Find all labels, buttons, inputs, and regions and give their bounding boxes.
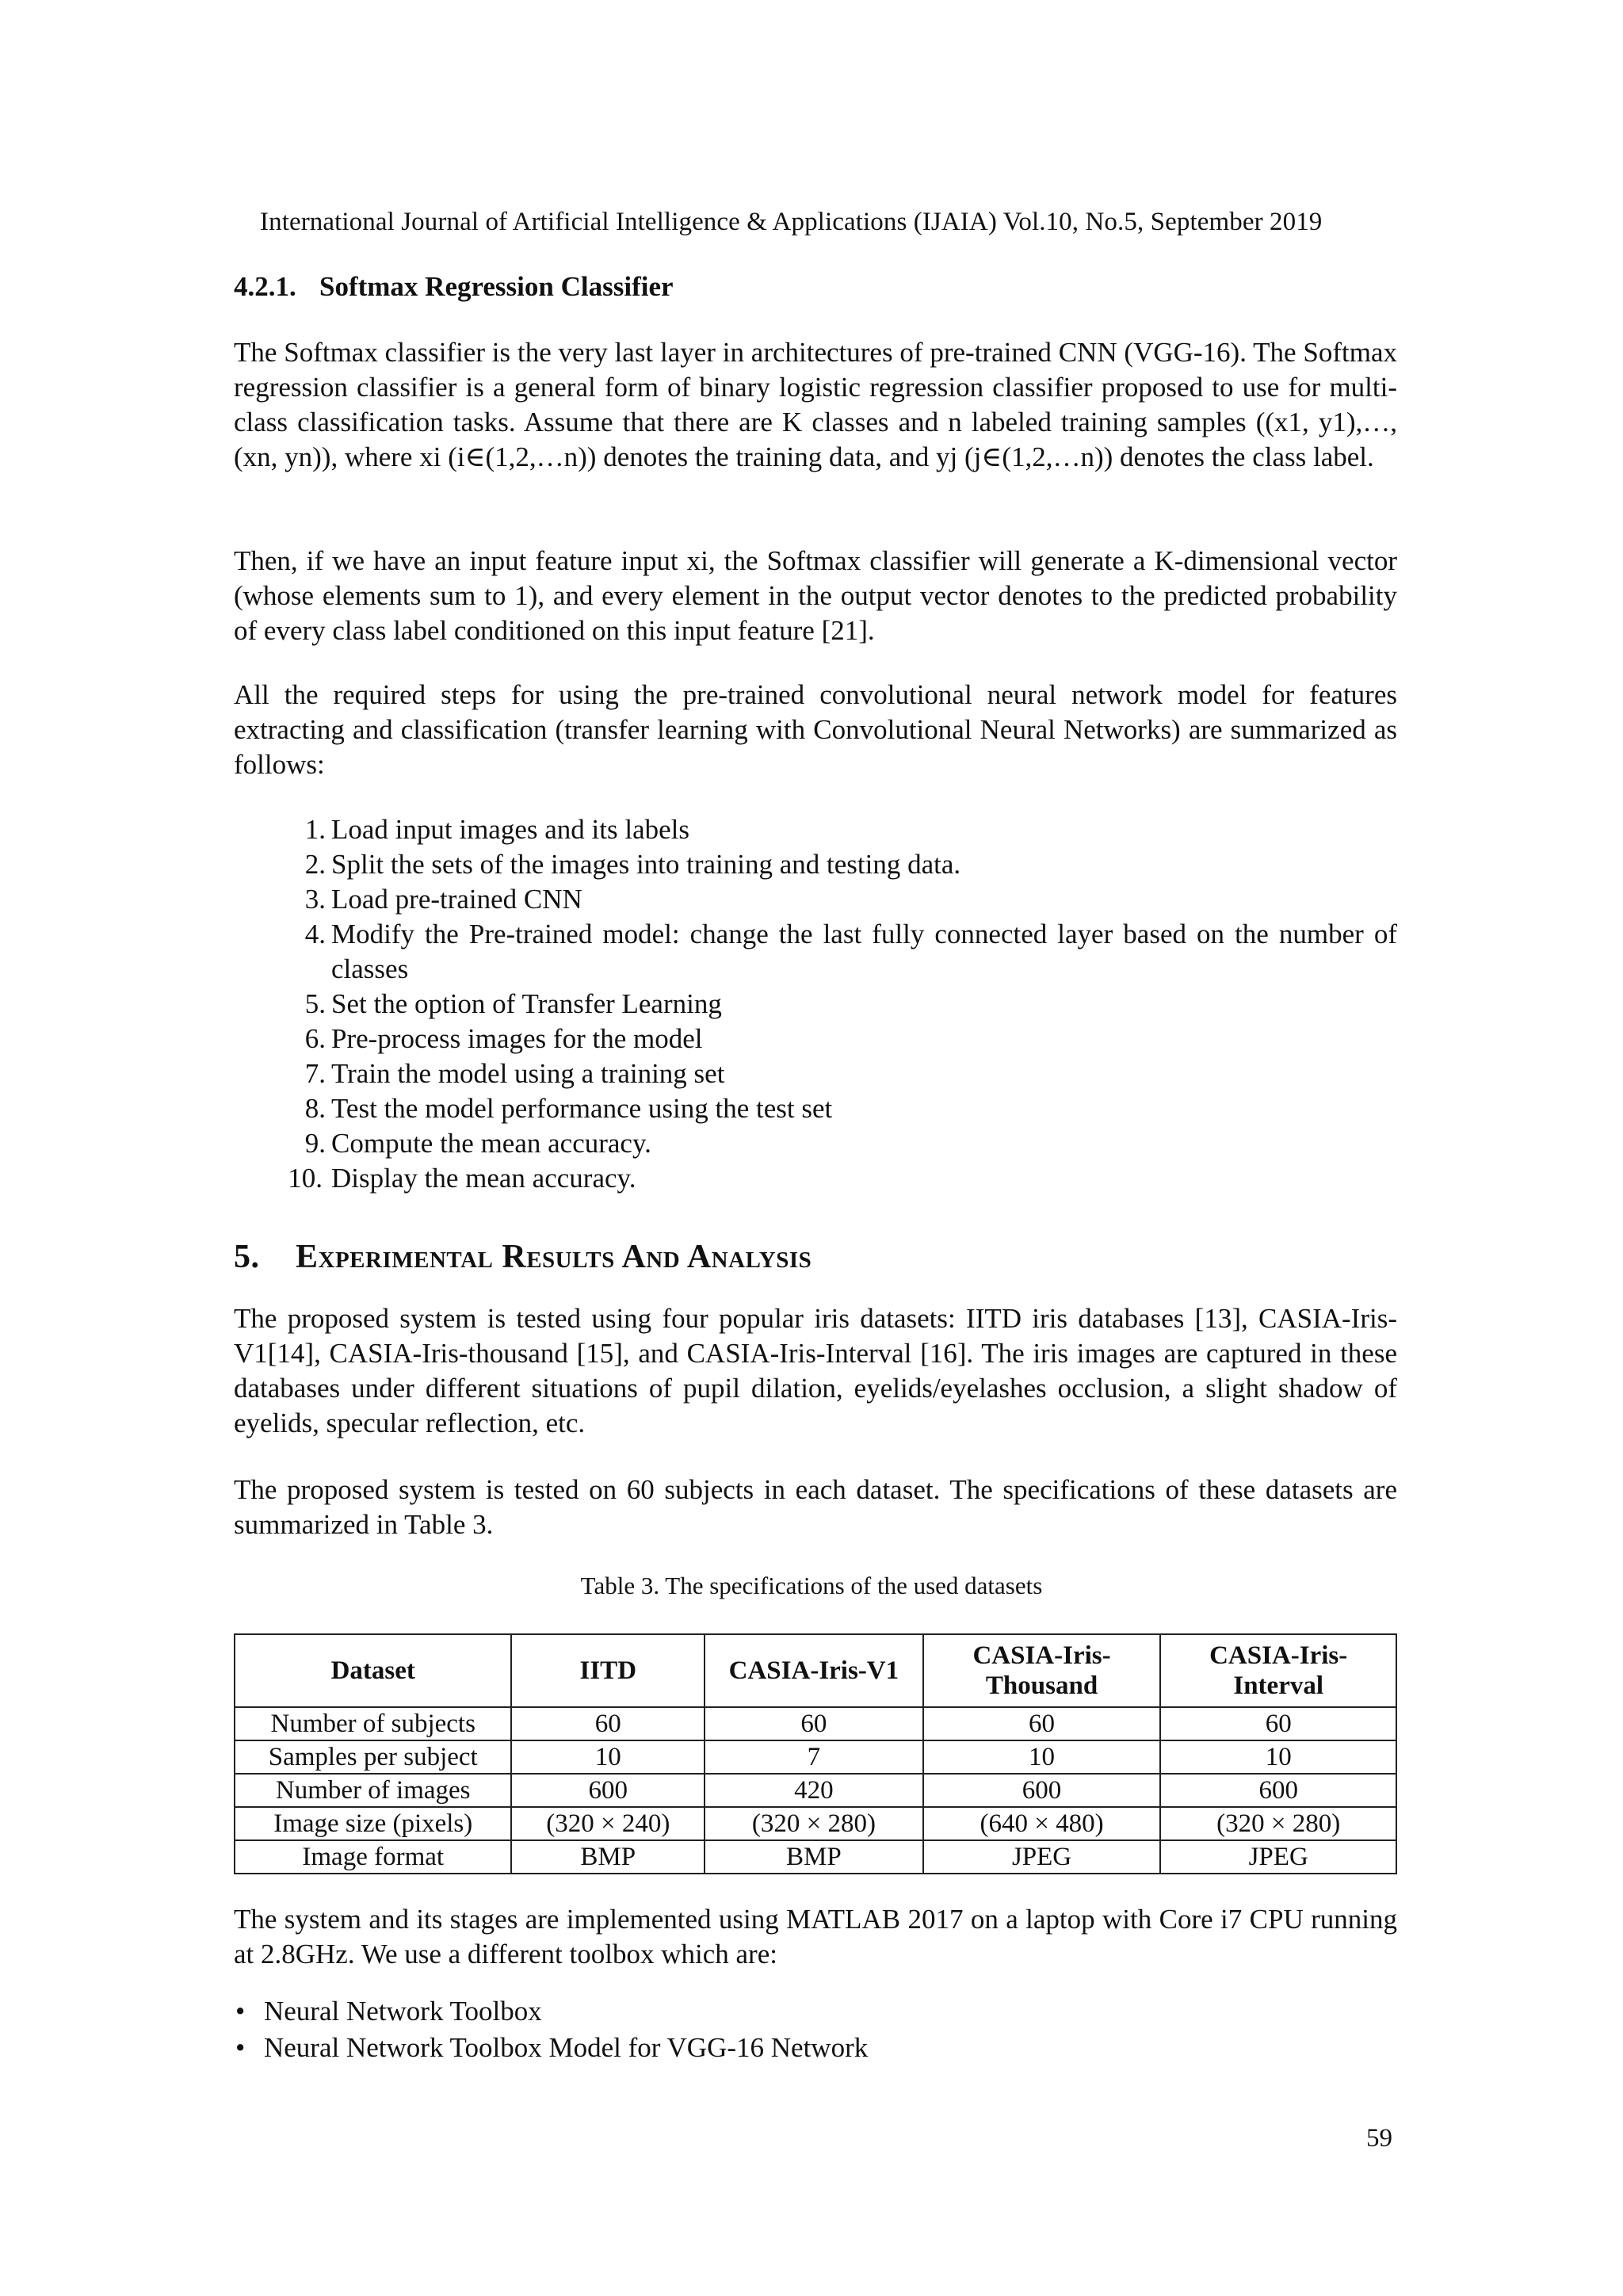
table-row <box>235 1707 1396 1740</box>
table-cell: (320 × 280) <box>1160 1807 1396 1840</box>
table-header-cell: Dataset <box>235 1634 511 1707</box>
softmax-paragraph-2-block <box>234 544 1397 648</box>
list-item <box>234 1056 1397 1091</box>
table-cell: 10 <box>923 1740 1161 1774</box>
subsection-number: 4.2.1. <box>234 271 296 302</box>
list-item-text: Pre-process images for the model <box>331 1023 703 1054</box>
list-item-text: Test the model performance using the test set <box>331 1093 833 1124</box>
list-item-text: Train the model using a training set <box>331 1058 725 1089</box>
datasets-table <box>234 1633 1397 1874</box>
table-cell: BMP <box>705 1840 923 1874</box>
softmax-paragraph-1-block <box>234 335 1397 475</box>
table-header-cell: IITD <box>511 1634 705 1707</box>
list-item-number: 3. <box>304 884 326 915</box>
results-paragraph-2-block <box>234 1473 1397 1542</box>
page-number: 59 <box>1366 2124 1392 2153</box>
table-cell: 60 <box>705 1707 923 1740</box>
list-item <box>234 1161 1397 1196</box>
list-item <box>234 882 1397 917</box>
list-item-text: Neural Network Toolbox Model for VGG-16 Network <box>264 2032 869 2063</box>
list-item <box>234 1993 1397 2030</box>
list-item <box>234 1126 1397 1161</box>
table-cell: JPEG <box>923 1840 1161 1874</box>
table-cell: JPEG <box>1160 1840 1396 1874</box>
list-item-text: Display the mean accuracy. <box>331 1163 636 1194</box>
results-paragraph-1-block <box>234 1301 1397 1441</box>
list-item <box>234 1022 1397 1056</box>
table-cell: Number of images <box>235 1774 511 1807</box>
table-cell: (320 × 240) <box>511 1807 705 1840</box>
list-item <box>234 2030 1397 2066</box>
table-cell: Samples per subject <box>235 1740 511 1774</box>
list-item-text: Split the sets of the images into training and testing data. <box>331 849 961 880</box>
list-item-number: 1. <box>304 814 326 845</box>
section-title: Experimental Results And Analysis <box>296 1239 812 1275</box>
steps-intro-paragraph: All the required steps for using the pre-trained convolutional neural network model for features extracting and classification (transfer learning with Convolutional Neural Networks) are summarized as follows: <box>234 679 1397 780</box>
table-cell: Image format <box>235 1840 511 1874</box>
table-row <box>235 1740 1396 1774</box>
list-item <box>234 812 1397 847</box>
list-item-number: 7. <box>304 1058 326 1089</box>
list-item-number: 6. <box>304 1023 326 1054</box>
list-item-number: 4. <box>304 919 326 949</box>
table-cell: 600 <box>1160 1774 1396 1807</box>
table-cell: 60 <box>923 1707 1161 1740</box>
list-item-text: Neural Network Toolbox <box>264 1996 542 2027</box>
softmax-paragraph-2: Then, if we have an input feature input xi, the Softmax classifier will generate a K-dimensional vector (whose elements sum to 1), and every element in the output vector denotes to the predicted probability of every class label conditioned on this input feature [21]. <box>234 545 1397 646</box>
table-cell: (640 × 480) <box>923 1807 1161 1840</box>
system-paragraph: The system and its stages are implemented using MATLAB 2017 on a laptop with Core i7 CPU running at 2.8GHz. We use a different toolbox which are: <box>234 1904 1397 1969</box>
system-paragraph-block <box>234 1902 1397 1972</box>
list-item-text: Compute the mean accuracy. <box>331 1128 651 1159</box>
table-header-cell: CASIA-Iris-V1 <box>705 1634 923 1707</box>
results-paragraph-1: The proposed system is tested using four popular iris datasets: IITD iris databases [13], CASIA-Iris-V1[14], CASIA-Iris-thousand [15], and CASIA-Iris-Interval [16]. The iris images are captured in these databases under different situations of pupil dilation, eyelids/eyelashes occlusion, a slight shadow of eyelids, specular reflection, etc. <box>234 1303 1397 1438</box>
section-heading <box>234 1238 812 1276</box>
table-header-row <box>235 1634 1396 1707</box>
table-cell: Number of subjects <box>235 1707 511 1740</box>
steps-intro-block <box>234 678 1397 782</box>
list-item <box>234 987 1397 1022</box>
toolbox-list <box>234 1993 1397 2066</box>
table-cell: 7 <box>705 1740 923 1774</box>
list-item-number: 5. <box>304 988 326 1019</box>
table-cell: 600 <box>923 1774 1161 1807</box>
table-cell: 600 <box>511 1774 705 1807</box>
table-cell: 420 <box>705 1774 923 1807</box>
subsection-title: Softmax Regression Classifier <box>319 271 674 302</box>
table-row <box>235 1807 1396 1840</box>
list-item-number: 8. <box>304 1093 326 1124</box>
bullet-icon: • <box>235 1996 246 2027</box>
list-item-text: Load pre-trained CNN <box>331 884 582 915</box>
list-item-number: 2. <box>304 849 326 880</box>
list-item-number: 10. <box>288 1163 323 1194</box>
table-caption: Table 3. The specifications of the used datasets <box>580 1572 1043 1599</box>
softmax-paragraph-1: The Softmax classifier is the very last layer in architectures of pre-trained CNN (VGG-16). The Softmax regression classifier is a general form of binary logistic regression classifier proposed to use for multi-class classification tasks. Assume that there are K classes and n labeled training samples ((x1, y1),…, (xn, yn)), where xi (i∈(1,2,…n)) denotes the training data, and yj (j∈(1,2,…n)) denotes the class label. <box>234 337 1397 472</box>
table-cell: 60 <box>1160 1707 1396 1740</box>
table-cell: 60 <box>511 1707 705 1740</box>
table-cell: 10 <box>1160 1740 1396 1774</box>
table-cell: 10 <box>511 1740 705 1774</box>
results-paragraph-2: The proposed system is tested on 60 subjects in each dataset. The specifications of these datasets are summarized in Table 3. <box>234 1474 1397 1540</box>
section-number: 5. <box>234 1239 260 1275</box>
list-item-number: 9. <box>304 1128 326 1159</box>
list-item <box>234 847 1397 882</box>
table-cell: BMP <box>511 1840 705 1874</box>
journal-header: International Journal of Artificial Intelligence & Applications (IJAIA) Vol.10, No.5, September 2019 <box>260 208 1323 236</box>
table-row <box>235 1774 1396 1807</box>
table-row <box>235 1840 1396 1874</box>
table-cell: (320 × 280) <box>705 1807 923 1840</box>
table-cell: Image size (pixels) <box>235 1807 511 1840</box>
bullet-icon: • <box>235 2032 246 2063</box>
transfer-learning-steps <box>234 812 1397 1196</box>
list-item-text: Load input images and its labels <box>331 814 689 845</box>
list-item-text: Modify the Pre-trained model: change the last fully connected layer based on the number of classes <box>331 919 1397 984</box>
subsection-heading <box>234 271 674 303</box>
table-header-cell: CASIA-Iris-Thousand <box>923 1634 1161 1707</box>
list-item <box>234 917 1397 987</box>
list-item <box>234 1091 1397 1126</box>
table-header-cell: CASIA-Iris-Interval <box>1160 1634 1396 1707</box>
list-item-text: Set the option of Transfer Learning <box>331 988 722 1019</box>
